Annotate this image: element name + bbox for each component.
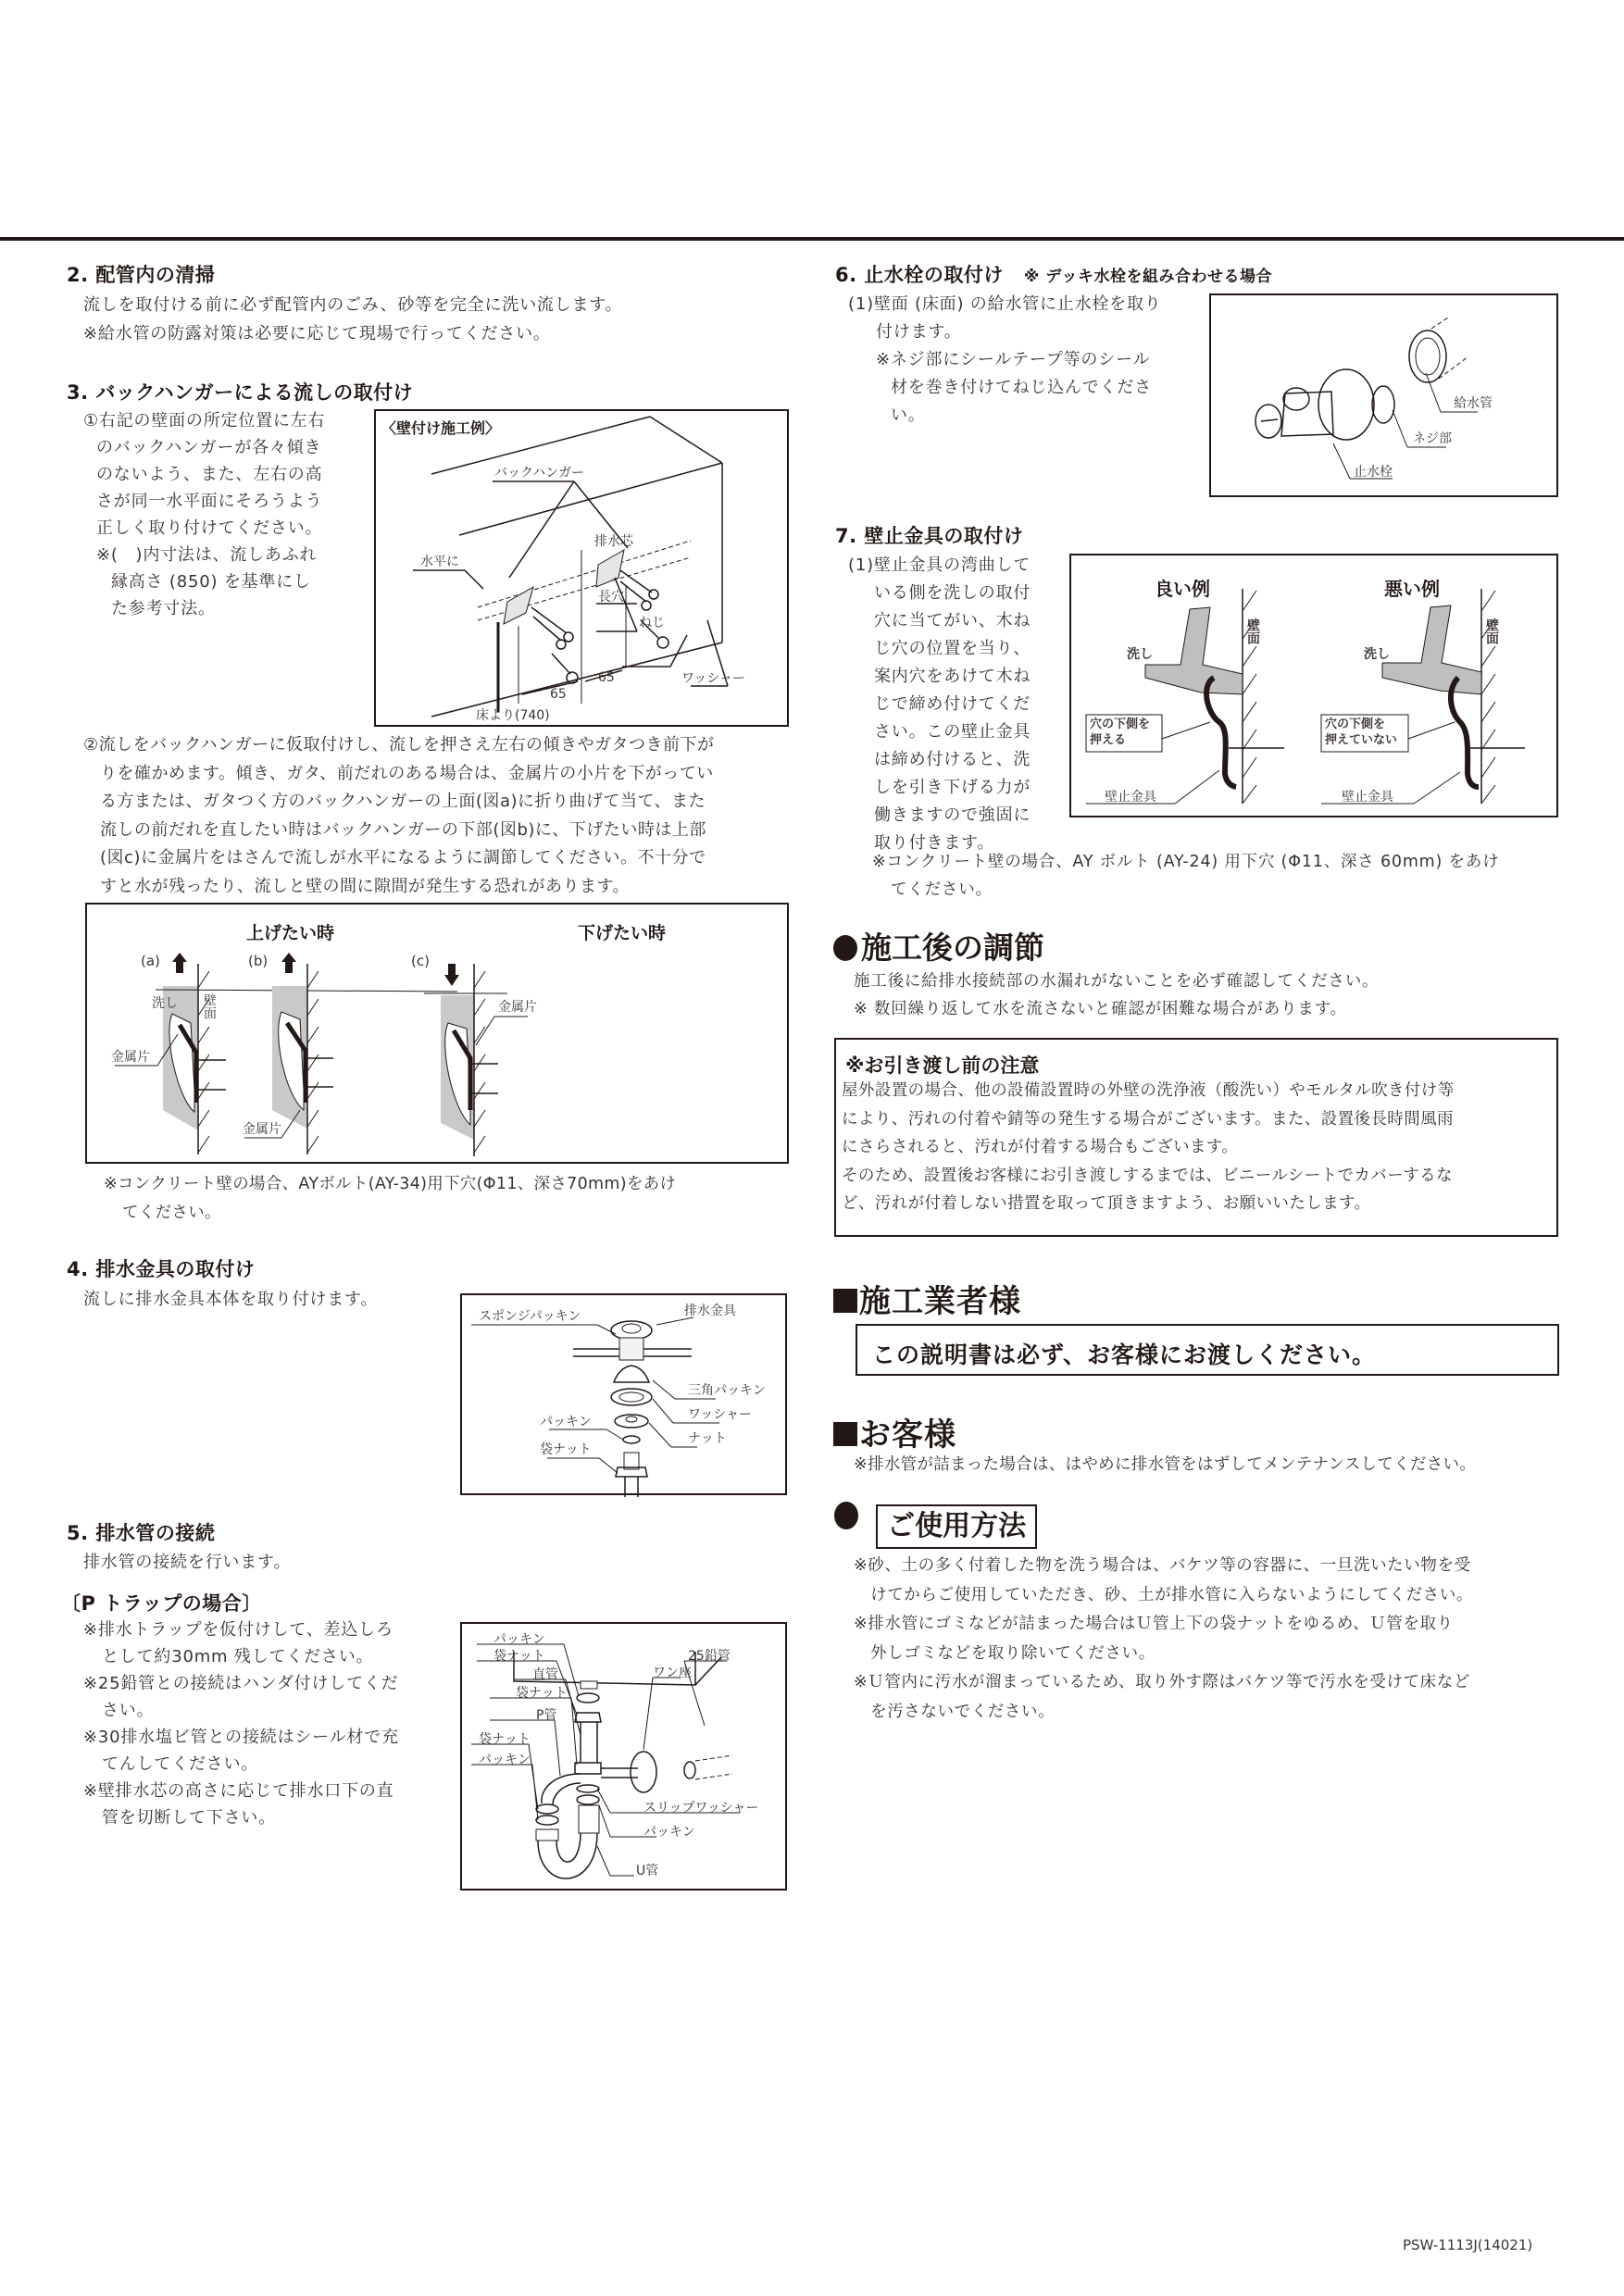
- label-straight-pipe: 直管: [532, 1667, 558, 1682]
- label-sponge-packing: スポンジパッキン: [479, 1309, 581, 1324]
- section-6-subtitle: ※ デッキ水栓を組み合わせる場合: [1023, 268, 1273, 286]
- after-install-body: [854, 967, 1379, 1023]
- text-line: 穴に当てがい、木ね: [874, 611, 1031, 630]
- text-line: ※排水管にゴミなどが詰まった場合はＵ管上下の袋ナットをゆるめ、Ｕ管を取り: [854, 1615, 1454, 1633]
- text-line: は締め付けると、洗: [874, 750, 1031, 769]
- text-line: ※コンクリート壁の場合、AY ボルト (AY-24) 用下穴 (Φ11、深さ 60mm) をあけ: [872, 853, 1500, 871]
- text-line: ※ 数回繰り返して水を流さないと確認が困難な場合があります。: [854, 1000, 1347, 1018]
- text-line: 流しを取付ける前に必ず配管内のごみ、砂等を完全に洗い流します。: [83, 295, 623, 315]
- good-label-wall: 壁面: [1245, 618, 1260, 644]
- text-line: てんしてください。: [102, 1754, 259, 1774]
- section-4-title: 4. 排水金具の取付け: [67, 1258, 256, 1280]
- after-install-title: [833, 924, 1044, 967]
- text-line: 管を切断して下さい。: [102, 1808, 276, 1828]
- section-2-body: [83, 291, 622, 348]
- good-label-sink: 洗し: [1127, 647, 1153, 662]
- text-line: 働きますので強固に: [874, 805, 1031, 825]
- text-line: (1)壁止金具の湾曲して: [848, 555, 1031, 575]
- text-line: ※コンクリート壁の場合、AYボルト(AY-34)用下穴(Φ11、深さ70mm)をあけ: [104, 1175, 677, 1193]
- label-drain-fitting: 排水金具: [684, 1304, 736, 1318]
- text-line: けてからご使用していただき、砂、土が排水管に入らないようにしてください。: [854, 1585, 1473, 1604]
- label-cap-nut-2: 袋ナット: [516, 1686, 568, 1701]
- label-lead-pipe: 25鉛管: [688, 1649, 731, 1664]
- section-3-note: [104, 1170, 676, 1228]
- section-3-step2: [83, 731, 715, 901]
- label-slip-washer: スリップワッシャー: [643, 1801, 759, 1816]
- section-3-title: 3. バックハンガーによる流しの取付け: [67, 381, 414, 404]
- label-dim-right: 65: [598, 670, 615, 685]
- text-line: しを引き下げる力が: [874, 778, 1031, 797]
- label-u-pipe: U管: [636, 1864, 659, 1878]
- square-bullet-icon: [833, 1289, 857, 1313]
- text-line: てください。: [891, 880, 993, 899]
- bad-label-bracket: 壁止金具: [1342, 790, 1393, 805]
- label-a: (a): [141, 953, 160, 969]
- handover-notice-title: ※お引き渡し前の注意: [845, 1054, 1040, 1077]
- label-sink: 洗し: [152, 996, 178, 1011]
- label-supply-pipe: 給水管: [1454, 396, 1493, 411]
- text-line: (図c)に金属片をはさんで流しが水平になるように調節してください。不十分で: [100, 848, 706, 867]
- text-line: 縁高さ (850) を基準にし: [111, 572, 311, 592]
- label-packing-top: パッキン: [493, 1632, 545, 1647]
- label-washer: ワッシャー: [688, 1407, 753, 1422]
- text-line: ※排水トラップを仮付けして、差込しろ: [83, 1620, 394, 1640]
- text-line: じで締め付けてくだ: [874, 694, 1031, 714]
- good-example-title: 良い例: [1155, 578, 1210, 600]
- top-rule: [0, 237, 1624, 241]
- ptrap-notes: [83, 1616, 399, 1831]
- text-line: じ穴の位置を当り、: [874, 639, 1031, 658]
- text-line: てください。: [122, 1204, 221, 1222]
- section-2-title: 2. 配管内の清掃: [67, 264, 216, 286]
- text-line: 取り付きます。: [874, 833, 995, 853]
- good-callout: [1090, 717, 1150, 748]
- label-washer: ワッシャー: [681, 671, 746, 686]
- label-screw: ねじ: [639, 616, 665, 630]
- section-5-body: 排水管の接続を行います。: [83, 1553, 292, 1572]
- stop-valve-figure: [1209, 293, 1558, 497]
- label-slot: 長穴: [598, 590, 624, 605]
- label-dim-left: 65: [550, 687, 567, 702]
- text-line: を汚さないでください。: [854, 1702, 1056, 1721]
- text-line: 屋外設置の場合、他の設備設置時の外壁の洗浄液（酸洗い）やモルタル吹き付け等: [842, 1081, 1455, 1100]
- text-line: りを確かめます。傾き、ガタ、前だれのある場合は、金属片の小片を下がってい: [100, 763, 714, 783]
- usage-title-box: ご使用方法: [876, 1504, 1037, 1549]
- text-line: ※壁排水芯の高さに応じて排水口下の直: [83, 1781, 394, 1801]
- label-thread: ネジ部: [1413, 431, 1452, 446]
- text-line: る方または、ガタつく方のバックハンガーの上面(図a)に折り曲げて当て、また: [100, 792, 706, 811]
- text-line: ※Ｕ管内に汚水が溜まっているため、取り外す際はバケツ等で汚水を受けて床など: [854, 1673, 1470, 1691]
- text-line: により、汚れの付着や錆等の発生する場合がございます。また、設置後長時間風雨: [842, 1109, 1454, 1129]
- text-line: ※ネジ部にシールテープ等のシール: [876, 350, 1151, 369]
- text-line: 案内穴をあけて木ね: [874, 667, 1031, 686]
- section-7-body: [848, 552, 1031, 857]
- bad-callout-line: 押えていない: [1325, 733, 1398, 747]
- text-line: さが同一水平面にそろうよう: [96, 492, 323, 511]
- adjust-diagram-icon: [87, 905, 791, 1166]
- text-line: そのため、設置後お客様にお引き渡しするまでは、ビニールシートでカバーするな: [842, 1166, 1453, 1185]
- document-code: PSW-1113J(14021): [1403, 2237, 1533, 2253]
- label-flange: ワン座: [653, 1666, 692, 1680]
- label-packing-right: パッキン: [643, 1825, 695, 1840]
- label-cap-nut-3: 袋ナット: [479, 1732, 531, 1747]
- square-bullet-icon: [833, 1422, 857, 1446]
- text-line: 正しく取り付けてください。: [96, 518, 323, 538]
- text-line: 外しゴミなどを取り除いてください。: [854, 1643, 1156, 1663]
- label-stop-valve: 止水栓: [1354, 465, 1393, 480]
- label-triangle-packing: 三角パッキン: [688, 1383, 766, 1398]
- section-7-note: [872, 848, 1499, 904]
- raise-title: 上げたい時: [246, 923, 335, 943]
- handover-notice-body: [842, 1077, 1455, 1218]
- bad-example-title: 悪い例: [1384, 578, 1440, 600]
- installer-title-text: 施工業者様: [859, 1283, 1021, 1320]
- section-7-title: 7. 壁止金具の取付け: [835, 525, 1024, 547]
- usage-title: [834, 1502, 1037, 1549]
- adjust-figure: [85, 903, 789, 1164]
- bad-label-sink: 洗し: [1364, 647, 1390, 662]
- section-6-body: [848, 291, 1162, 430]
- customer-title: [833, 1409, 956, 1454]
- label-metal-piece-c: 金属片: [498, 1000, 537, 1015]
- lower-title: 下げたい時: [578, 923, 667, 943]
- label-b: (b): [248, 953, 269, 969]
- text-line: さい。この壁止金具: [874, 722, 1031, 742]
- bullet-icon: [833, 935, 857, 961]
- good-label-bracket: 壁止金具: [1105, 790, 1156, 805]
- text-line: のないよう、また、左右の高: [96, 465, 323, 484]
- installer-title: [833, 1276, 1021, 1321]
- text-line: 施工後に給排水接続部の水漏れがないことを必ず確認してください。: [854, 972, 1380, 991]
- label-metal-piece-a: 金属片: [111, 1050, 150, 1065]
- text-line: 材を巻き付けてねじ込んでくださ: [891, 378, 1152, 397]
- ptrap-subtitle: 〔P トラップの場合〕: [61, 1592, 262, 1615]
- customer-body: ※排水管が詰まった場合は、はやめに排水管をはずしてメンテナンスしてください。: [854, 1455, 1477, 1474]
- after-install-title-text: 施工後の調節: [861, 930, 1044, 966]
- text-line: ※30排水塩ビ管との接続はシール材で充: [83, 1728, 399, 1747]
- installer-message-box: [856, 1324, 1559, 1376]
- text-line: さい。: [102, 1701, 155, 1720]
- section-5-title: 5. 排水管の接続: [67, 1522, 216, 1544]
- wall-mount-figure: [374, 409, 789, 727]
- bad-callout-line: 穴の下側を: [1325, 718, 1386, 731]
- text-line: い。: [891, 406, 926, 425]
- label-c: (c): [411, 953, 430, 969]
- text-line: ※( )内寸法は、流しあふれ: [96, 545, 318, 565]
- usage-body: [854, 1552, 1473, 1727]
- section-6-title: [835, 260, 1272, 288]
- label-wall: 壁面: [202, 993, 217, 1019]
- label-back-hanger: バックハンガー: [494, 466, 585, 480]
- bullet-icon: [834, 1502, 858, 1529]
- text-line: いる側を洗しの取付: [874, 583, 1031, 603]
- label-nut: ナット: [688, 1431, 727, 1446]
- text-line: ②流しをバックハンガーに仮取付けし、流しを押さえ左右の傾きやガタつき前下が: [83, 735, 715, 755]
- text-line: た参考寸法。: [111, 599, 216, 618]
- figure-title: 〈壁付け施工例〉: [381, 419, 501, 437]
- wall-bracket-diagram-icon: [1071, 555, 1560, 819]
- good-callout-line: 穴の下側を: [1090, 718, 1151, 731]
- bad-label-wall: 壁面: [1484, 618, 1499, 644]
- bad-callout: [1325, 717, 1397, 748]
- text-line: ど、汚れが付着しない措置を取って頂きますよう、お願いいたします。: [842, 1194, 1371, 1213]
- text-line: すと水が残ったり、流しと壁の間に隙間が発生する恐れがあります。: [100, 876, 631, 896]
- label-cap-nut: 袋ナット: [540, 1442, 592, 1457]
- text-line: ※25鉛管との接続はハンダ付けしてくだ: [83, 1674, 399, 1693]
- label-horizontal: 水平に: [420, 555, 459, 569]
- label-packing: パッキン: [540, 1415, 592, 1429]
- label-drain-center: 排水芯: [594, 534, 633, 549]
- text-line: として約30mm 残してください。: [102, 1647, 374, 1666]
- good-callout-line: 押える: [1090, 733, 1127, 747]
- text-line: ※砂、土の多く付着した物を洗う場合は、バケツ等の容器に、一旦洗いたい物を受: [854, 1556, 1471, 1575]
- handover-notice-box: [834, 1038, 1558, 1237]
- customer-title-text: お客様: [859, 1416, 956, 1454]
- section-6-title-main: 6. 止水栓の取付け: [835, 264, 1004, 286]
- label-p-pipe: P管: [536, 1708, 557, 1723]
- text-line: ①右記の壁面の所定位置に左右: [83, 411, 326, 430]
- label-from-floor: 床より(740): [476, 708, 550, 723]
- text-line: (1)壁面 (床面) の給水管に止水栓を取り: [848, 294, 1162, 314]
- text-line: 付けます。: [876, 322, 962, 342]
- installer-message: この説明書は必ず、お客様にお渡しください。: [872, 1341, 1377, 1368]
- section-4-body: 流しに排水金具本体を取り付けます。: [83, 1290, 379, 1309]
- wall-bracket-figure: [1069, 554, 1558, 817]
- text-line: のバックハンガーが各々傾き: [96, 438, 322, 457]
- ptrap-figure: [460, 1622, 787, 1890]
- text-line: ※給水管の防露対策は必要に応じて現場で行ってください。: [83, 324, 551, 343]
- text-line: 流しの前だれを直したい時はバックハンガーの下部(図b)に、下げたい時は上部: [100, 819, 706, 840]
- label-metal-piece-b: 金属片: [243, 1122, 281, 1137]
- text-line: にさらされると、汚れが付着する場合もございます。: [842, 1138, 1239, 1156]
- section-3-step1: [83, 407, 325, 622]
- drain-fitting-figure: [460, 1293, 787, 1495]
- label-packing-left: パッキン: [479, 1753, 531, 1767]
- label-cap-nut-1: 袋ナット: [493, 1649, 545, 1664]
